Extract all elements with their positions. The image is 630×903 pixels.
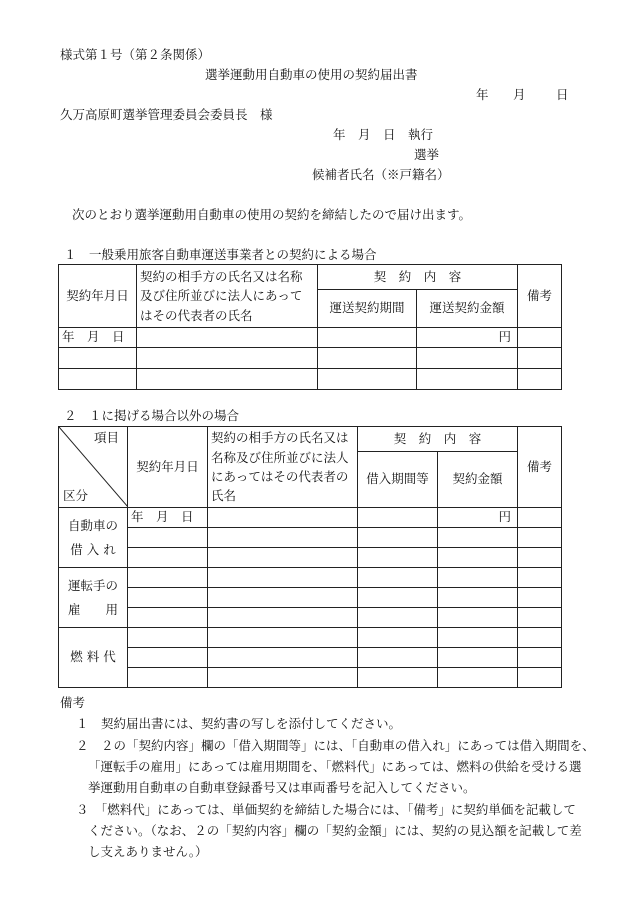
s2-col-contents: 契 約 内 容	[358, 427, 518, 452]
s2-row1-remarks[interactable]	[518, 508, 562, 528]
s1-row1-remarks[interactable]	[518, 328, 562, 348]
addressee: 久万高原町選挙管理委員会委員長 様	[60, 107, 273, 122]
s2-row7-date[interactable]	[128, 628, 208, 648]
s1-col-remarks: 備考	[518, 265, 562, 328]
note-3-line2: ください。（なお、２の「契約内容」欄の「契約金額」には、契約の見込額を記載して差	[88, 823, 582, 838]
s2-row5-date[interactable]	[128, 588, 208, 608]
s1-col-contents: 契 約 内 容	[318, 265, 518, 290]
s2-row6-period[interactable]	[358, 608, 438, 628]
s2-row7-period[interactable]	[358, 628, 438, 648]
s2-col-party: 契約の相手方の氏名又は名称及び住所並びに法人にあってはその代表者の氏名	[208, 427, 358, 508]
note-2-line3: 挙運動用自動車の自動車登録番号又は車両番号を記入してください。	[88, 780, 476, 795]
s2-row4-amount[interactable]	[438, 568, 518, 588]
note-2-line2: 「運転手の雇用」にあっては雇用期間を、「燃料代」にあっては、燃料の供給を受ける選	[88, 759, 582, 774]
candidate-name: 候補者氏名（※戸籍名）	[312, 167, 450, 182]
s1-row1-date[interactable]: 年 月 日	[59, 328, 137, 348]
date-day: 日	[556, 87, 569, 102]
s2-row5-period[interactable]	[358, 588, 438, 608]
notes-heading: 備考	[60, 695, 86, 710]
s2-row1-period[interactable]	[358, 508, 438, 528]
s1-col-amount: 運送契約金額	[417, 290, 518, 328]
section2-heading: ２ １に掲げる場合以外の場合	[64, 408, 240, 423]
s1-row3-amount[interactable]	[417, 369, 518, 390]
s2-row7-amount[interactable]	[438, 628, 518, 648]
s1-row3-party[interactable]	[137, 369, 318, 390]
s1-row3-period[interactable]	[318, 369, 417, 390]
s2-col-remarks: 備考	[518, 427, 562, 508]
s2-col-amount: 契約金額	[438, 452, 518, 508]
s2-col-period: 借入期間等	[358, 452, 438, 508]
s2-row5-remarks[interactable]	[518, 588, 562, 608]
s2-cat-driver-line1: 運転手の	[67, 577, 118, 593]
s2-row9-party[interactable]	[208, 668, 358, 688]
date-month: 月	[513, 87, 526, 102]
s2-row2-party[interactable]	[208, 528, 358, 548]
s2-row9-amount[interactable]	[438, 668, 518, 688]
election-date: 年 月 日 執行	[333, 127, 434, 142]
s2-row6-party[interactable]	[208, 608, 358, 628]
s1-row2-period[interactable]	[318, 348, 417, 369]
s1-row2-party[interactable]	[137, 348, 318, 369]
s1-row2-amount[interactable]	[417, 348, 518, 369]
s2-row2-period[interactable]	[358, 528, 438, 548]
s2-row1-date[interactable]: 年 月 日	[128, 508, 208, 528]
s1-row1-amount[interactable]: 円	[417, 328, 518, 348]
section2-table	[58, 426, 562, 688]
form-number: 様式第１号（第２条関係）	[60, 47, 211, 62]
s2-row3-period[interactable]	[358, 548, 438, 568]
s2-diagonal-header	[59, 427, 128, 508]
s2-row6-amount[interactable]	[438, 608, 518, 628]
s2-row9-period[interactable]	[358, 668, 438, 688]
s2-row8-amount[interactable]	[438, 648, 518, 668]
date-year: 年	[476, 87, 489, 102]
s2-row9-remarks[interactable]	[518, 668, 562, 688]
s1-row3-date[interactable]	[59, 369, 137, 390]
note-3-line3: し支えありません。）	[88, 844, 208, 859]
s2-row6-remarks[interactable]	[518, 608, 562, 628]
s1-col-party: 契約の相手方の氏名又は名称及び住所並びに法人にあってはその代表者の氏名	[137, 265, 318, 328]
document-title: 選挙運動用自動車の使用の契約届出書	[205, 67, 418, 82]
s2-row3-party[interactable]	[208, 548, 358, 568]
s2-row5-amount[interactable]	[438, 588, 518, 608]
s2-row4-party[interactable]	[208, 568, 358, 588]
s1-row1-period[interactable]	[318, 328, 417, 348]
s2-row8-period[interactable]	[358, 648, 438, 668]
s2-cat-vehicle-line2: 借 入 れ	[70, 541, 116, 557]
s2-row7-party[interactable]	[208, 628, 358, 648]
s1-col-period: 運送契約期間	[318, 290, 417, 328]
s1-col-date: 契約年月日	[59, 265, 137, 328]
s2-row2-date[interactable]	[128, 528, 208, 548]
s2-row6-date[interactable]	[128, 608, 208, 628]
s2-row4-period[interactable]	[358, 568, 438, 588]
s2-cat-vehicle	[59, 508, 128, 568]
s2-row1-party[interactable]	[208, 508, 358, 528]
s1-row1-party[interactable]	[137, 328, 318, 348]
s2-cat-fuel: 燃 料 代	[59, 628, 128, 688]
s1-row2-remarks[interactable]	[518, 348, 562, 369]
s2-row8-party[interactable]	[208, 648, 358, 668]
s1-row3-remarks[interactable]	[518, 369, 562, 390]
s2-row8-remarks[interactable]	[518, 648, 562, 668]
election-name: 選挙	[414, 147, 440, 162]
note-3-line1: ３ 「燃料代」にあっては、単価契約を締結した場合には、「備考」に契約単価を記載して	[76, 802, 576, 817]
section1-table	[58, 264, 562, 390]
s2-row3-date[interactable]	[128, 548, 208, 568]
s2-row3-remarks[interactable]	[518, 548, 562, 568]
s2-cat-driver-line2: 雇 用	[67, 601, 118, 617]
section1-heading: １ 一般乗用旅客自動車運送事業者との契約による場合	[64, 247, 377, 262]
s2-row4-remarks[interactable]	[518, 568, 562, 588]
intro-text: 次のとおり選挙運動用自動車の使用の契約を締結したので届け出ます。	[72, 207, 472, 222]
s2-row8-date[interactable]	[128, 648, 208, 668]
note-2-line1: ２ ２の「契約内容」欄の「借入期間等」には、「自動車の借入れ」にあっては借入期間を、	[76, 738, 595, 753]
s2-col-date: 契約年月日	[128, 427, 208, 508]
s2-row2-amount[interactable]	[438, 528, 518, 548]
s2-row2-remarks[interactable]	[518, 528, 562, 548]
note-1: １ 契約届出書には、契約書の写しを添付してください。	[76, 716, 402, 731]
s2-cat-driver	[59, 568, 128, 628]
s2-row9-date[interactable]	[128, 668, 208, 688]
s2-row4-date[interactable]	[128, 568, 208, 588]
s2-row5-party[interactable]	[208, 588, 358, 608]
s2-row1-amount[interactable]: 円	[438, 508, 518, 528]
s2-row3-amount[interactable]	[438, 548, 518, 568]
s1-row2-date[interactable]	[59, 348, 137, 369]
s2-col-category: 区分	[63, 487, 89, 503]
s2-col-item: 項目	[93, 430, 119, 445]
s2-cat-vehicle-line1: 自動車の	[67, 517, 118, 533]
s2-row7-remarks[interactable]	[518, 628, 562, 648]
